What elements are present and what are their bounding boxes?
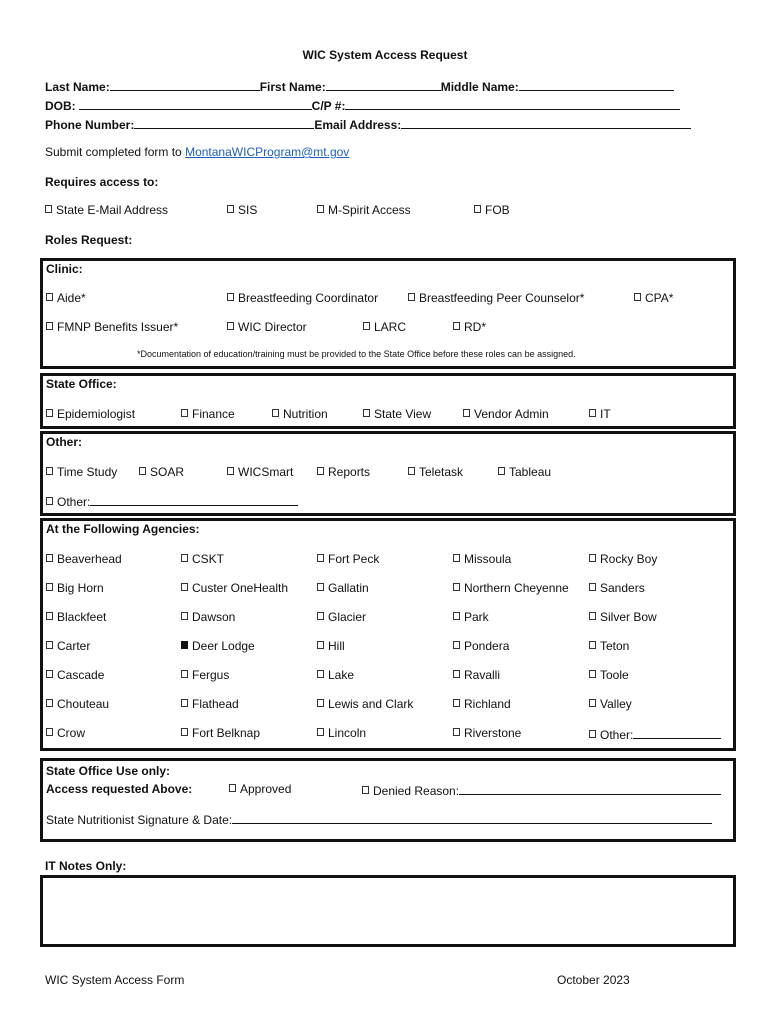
footer-right: October 2023 xyxy=(557,973,630,987)
agency-option-cskt[interactable] xyxy=(181,552,224,566)
other-custom-label: Other: xyxy=(57,495,91,509)
checkbox[interactable] xyxy=(46,497,53,505)
access-option-fob[interactable] xyxy=(474,203,510,217)
agency-option-lewis-and-clark[interactable] xyxy=(317,697,413,711)
checkbox[interactable] xyxy=(272,409,279,417)
submit-instructions xyxy=(45,145,349,159)
clinic-label: WIC Director xyxy=(238,320,307,334)
agency-option-carter[interactable] xyxy=(46,639,90,653)
clinic-option-larc[interactable] xyxy=(363,320,406,334)
other-label: Time Study xyxy=(57,465,118,479)
dob-field[interactable] xyxy=(79,97,312,110)
checkbox[interactable] xyxy=(46,728,53,736)
agency-option-park[interactable] xyxy=(453,610,489,624)
checkbox[interactable] xyxy=(46,322,53,330)
access-label: FOB xyxy=(485,203,510,217)
clinic-option-fmnp-benefits-issuer[interactable] xyxy=(46,320,178,334)
clinic-note: *Documentation of education/training must be provided to the State Office before these roles can be assigned. xyxy=(137,349,576,359)
agency-option-glacier[interactable] xyxy=(317,610,366,624)
it-notes-box[interactable] xyxy=(40,875,736,947)
agency-label: Beaverhead xyxy=(57,552,122,566)
checkbox[interactable] xyxy=(453,641,460,649)
checkbox[interactable] xyxy=(589,409,596,417)
signature-row xyxy=(46,811,712,827)
agency-label: Sanders xyxy=(600,581,645,595)
agency-option-big-horn[interactable] xyxy=(46,581,104,595)
access-option-sis[interactable] xyxy=(227,203,257,217)
state-use-section xyxy=(40,758,736,842)
denied-option[interactable] xyxy=(362,782,721,798)
other-option-tableau[interactable] xyxy=(498,465,551,479)
checkbox[interactable] xyxy=(408,293,415,301)
checkbox[interactable] xyxy=(181,409,188,417)
state-office-label: Vendor Admin xyxy=(474,407,549,421)
other-option-time-study[interactable] xyxy=(46,465,117,479)
checkbox[interactable] xyxy=(181,583,188,591)
clinic-label: CPA* xyxy=(645,291,674,305)
agency-option-missoula[interactable] xyxy=(453,552,511,566)
other-label: Teletask xyxy=(419,465,464,479)
dob-row xyxy=(45,97,680,113)
agency-label: Gallatin xyxy=(328,581,369,595)
checkbox[interactable] xyxy=(317,205,324,213)
state-office-heading: State Office: xyxy=(46,377,117,391)
other-custom-field[interactable] xyxy=(90,493,298,506)
agency-option-pondera[interactable] xyxy=(453,639,509,653)
name-row xyxy=(45,78,674,94)
checkbox[interactable] xyxy=(317,554,324,562)
email-field[interactable] xyxy=(401,116,691,129)
agency-label: CSKT xyxy=(192,552,225,566)
access-option-m-spirit-access[interactable] xyxy=(317,203,411,217)
agency-label: Park xyxy=(464,610,489,624)
checkbox[interactable] xyxy=(45,205,52,213)
agency-option-valley[interactable] xyxy=(589,697,632,711)
agency-option-riverstone[interactable] xyxy=(453,726,521,740)
other-label: WICSmart xyxy=(238,465,294,479)
state-office-option-vendor-admin[interactable] xyxy=(463,407,549,421)
access-label: M-Spirit Access xyxy=(328,203,411,217)
dob-label: DOB: xyxy=(45,99,76,113)
it-notes-heading: IT Notes Only: xyxy=(45,859,127,873)
agency-label: Lincoln xyxy=(328,726,367,740)
checkbox[interactable] xyxy=(46,293,53,301)
agency-label: Riverstone xyxy=(464,726,522,740)
checked-checkbox[interactable] xyxy=(181,641,188,649)
phone-field[interactable] xyxy=(134,116,314,129)
first-name-field[interactable] xyxy=(326,78,441,91)
footer-left: WIC System Access Form xyxy=(45,973,185,987)
agency-label: Ravalli xyxy=(464,668,501,682)
clinic-section xyxy=(40,258,736,369)
checkbox[interactable] xyxy=(46,641,53,649)
agency-option-richland[interactable] xyxy=(453,697,511,711)
submit-text: Submit completed form to xyxy=(45,145,182,159)
checkbox[interactable] xyxy=(46,583,53,591)
checkbox[interactable] xyxy=(453,322,460,330)
checkbox[interactable] xyxy=(408,467,415,475)
agency-label: Dawson xyxy=(192,610,236,624)
agency-label: Lake xyxy=(328,668,355,682)
checkbox[interactable] xyxy=(317,641,324,649)
access-option-state-e-mail-address[interactable] xyxy=(45,203,168,217)
agency-label: Custer OneHealth xyxy=(192,581,289,595)
checkbox[interactable] xyxy=(453,670,460,678)
agency-option-custer-onehealth[interactable] xyxy=(181,581,288,595)
checkbox[interactable] xyxy=(453,699,460,707)
state-office-label: IT xyxy=(600,407,611,421)
agency-label: Missoula xyxy=(464,552,512,566)
access-requested-label: Access requested Above: xyxy=(46,782,193,796)
other-label: Reports xyxy=(328,465,371,479)
checkbox[interactable] xyxy=(227,322,234,330)
agency-option-blackfeet[interactable] xyxy=(46,610,106,624)
checkbox[interactable] xyxy=(453,728,460,736)
state-use-heading: State Office Use only: xyxy=(46,764,171,778)
last-name-label: Last Name: xyxy=(45,80,110,94)
checkbox[interactable] xyxy=(363,322,370,330)
agency-option-dawson[interactable] xyxy=(181,610,235,624)
denied-label: Denied Reason: xyxy=(373,784,460,798)
agencies-section xyxy=(40,518,736,751)
agency-option-gallatin[interactable] xyxy=(317,581,369,595)
state-office-label: Epidemiologist xyxy=(57,407,136,421)
agency-option-fergus[interactable] xyxy=(181,668,229,682)
clinic-option-cpa[interactable] xyxy=(634,291,673,305)
agency-option-silver-bow[interactable] xyxy=(589,610,657,624)
checkbox[interactable] xyxy=(227,293,234,301)
agency-option-fort-peck[interactable] xyxy=(317,552,379,566)
checkbox[interactable] xyxy=(181,554,188,562)
cp-field[interactable] xyxy=(345,97,680,110)
phone-label: Phone Number: xyxy=(45,118,135,132)
state-office-section xyxy=(40,373,736,429)
agency-option-teton[interactable] xyxy=(589,639,629,653)
other-section xyxy=(40,431,736,516)
agency-label: Fergus xyxy=(192,668,230,682)
checkbox[interactable] xyxy=(317,467,324,475)
email-label: Email Address: xyxy=(314,118,402,132)
agency-option-flathead[interactable] xyxy=(181,697,239,711)
agency-label: Rocky Boy xyxy=(600,552,658,566)
agency-label: Toole xyxy=(600,668,629,682)
agency-option-lake[interactable] xyxy=(317,668,354,682)
agency-label: Lewis and Clark xyxy=(328,697,414,711)
agency-option-sanders[interactable] xyxy=(589,581,645,595)
form-title: WIC System Access Request xyxy=(302,48,468,62)
agency-label: Deer Lodge xyxy=(192,639,255,653)
checkbox[interactable] xyxy=(317,699,324,707)
agency-label: Chouteau xyxy=(57,697,110,711)
agency-label: Pondera xyxy=(464,639,510,653)
clinic-label: LARC xyxy=(374,320,407,334)
cp-label: C/P #: xyxy=(311,99,346,113)
checkbox[interactable] xyxy=(227,467,234,475)
agency-label: Northern Cheyenne xyxy=(464,581,569,595)
state-office-label: Nutrition xyxy=(283,407,328,421)
checkbox[interactable] xyxy=(453,583,460,591)
agency-other-field[interactable] xyxy=(633,726,721,739)
denied-reason-field[interactable] xyxy=(459,782,721,795)
agency-label: Fort Peck xyxy=(328,552,380,566)
agency-label: Big Horn xyxy=(57,581,104,595)
checkbox[interactable] xyxy=(46,612,53,620)
last-name-field[interactable] xyxy=(110,78,260,91)
checkbox[interactable] xyxy=(46,670,53,678)
clinic-label: RD* xyxy=(464,320,487,334)
other-option-soar[interactable] xyxy=(139,465,184,479)
agency-option-crow[interactable] xyxy=(46,726,85,740)
state-office-option-epidemiologist[interactable] xyxy=(46,407,135,421)
clinic-label: Aide* xyxy=(57,291,86,305)
checkbox[interactable] xyxy=(46,467,53,475)
clinic-label: Breastfeeding Coordinator xyxy=(238,291,379,305)
checkbox[interactable] xyxy=(139,467,146,475)
roles-heading: Roles Request: xyxy=(45,233,133,247)
signature-field[interactable] xyxy=(232,811,712,824)
checkbox[interactable] xyxy=(317,670,324,678)
checkbox[interactable] xyxy=(589,641,596,649)
clinic-option-rd[interactable] xyxy=(453,320,486,334)
access-heading: Requires access to: xyxy=(45,175,159,189)
clinic-option-breastfeeding-peer-counselor[interactable] xyxy=(408,291,584,305)
checkbox[interactable] xyxy=(589,670,596,678)
signature-label: State Nutritionist Signature & Date: xyxy=(46,813,233,827)
checkbox[interactable] xyxy=(317,728,324,736)
checkbox[interactable] xyxy=(634,293,641,301)
checkbox[interactable] xyxy=(474,205,481,213)
agency-label: Fort Belknap xyxy=(192,726,261,740)
middle-name-field[interactable] xyxy=(519,78,674,91)
clinic-option-wic-director[interactable] xyxy=(227,320,307,334)
checkbox[interactable] xyxy=(589,730,596,738)
agency-label: Flathead xyxy=(192,697,239,711)
clinic-option-aide[interactable] xyxy=(46,291,86,305)
clinic-label: Breastfeeding Peer Counselor* xyxy=(419,291,585,305)
agency-option-lincoln[interactable] xyxy=(317,726,366,740)
agency-option-toole[interactable] xyxy=(589,668,629,682)
state-office-label: State View xyxy=(374,407,432,421)
checkbox[interactable] xyxy=(181,699,188,707)
agency-option-ravalli[interactable] xyxy=(453,668,500,682)
checkbox[interactable] xyxy=(46,699,53,707)
agency-option-northern-cheyenne[interactable] xyxy=(453,581,569,595)
access-label: SIS xyxy=(238,203,258,217)
checkbox[interactable] xyxy=(181,612,188,620)
checkbox[interactable] xyxy=(589,699,596,707)
checkbox[interactable] xyxy=(181,728,188,736)
submit-email-link[interactable]: MontanaWICProgram@mt.gov xyxy=(185,145,350,159)
state-office-option-it[interactable] xyxy=(589,407,611,421)
agency-option-deer-lodge[interactable] xyxy=(181,639,255,653)
checkbox[interactable] xyxy=(317,583,324,591)
other-custom-option[interactable] xyxy=(46,493,298,509)
state-office-label: Finance xyxy=(192,407,235,421)
checkbox[interactable] xyxy=(181,670,188,678)
other-label: SOAR xyxy=(150,465,185,479)
agency-label: Carter xyxy=(57,639,91,653)
first-name-label: First Name: xyxy=(259,80,326,94)
other-option-wicsmart[interactable] xyxy=(227,465,293,479)
agency-label: Other: xyxy=(600,728,634,742)
state-office-option-state-view[interactable] xyxy=(363,407,431,421)
agency-option-rocky-boy[interactable] xyxy=(589,552,657,566)
other-heading: Other: xyxy=(46,435,82,449)
checkbox[interactable] xyxy=(453,554,460,562)
checkbox[interactable] xyxy=(317,612,324,620)
checkbox[interactable] xyxy=(463,409,470,417)
agency-label: Richland xyxy=(464,697,511,711)
agency-option-cascade[interactable] xyxy=(46,668,104,682)
middle-name-label: Middle Name: xyxy=(440,80,519,94)
checkbox[interactable] xyxy=(453,612,460,620)
clinic-label: FMNP Benefits Issuer* xyxy=(57,320,179,334)
agency-label: Hill xyxy=(328,639,345,653)
checkbox[interactable] xyxy=(498,467,505,475)
clinic-heading: Clinic: xyxy=(46,262,83,276)
checkbox[interactable] xyxy=(589,554,596,562)
checkbox[interactable] xyxy=(589,612,596,620)
contact-row xyxy=(45,116,691,132)
checkbox[interactable] xyxy=(227,205,234,213)
checkbox[interactable] xyxy=(46,554,53,562)
other-option-teletask[interactable] xyxy=(408,465,463,479)
checkbox[interactable] xyxy=(46,409,53,417)
agency-label: Silver Bow xyxy=(600,610,657,624)
approved-option[interactable] xyxy=(229,782,291,796)
agency-option-beaverhead[interactable] xyxy=(46,552,122,566)
checkbox[interactable] xyxy=(229,784,236,792)
other-option-reports[interactable] xyxy=(317,465,370,479)
agency-label: Blackfeet xyxy=(57,610,107,624)
agency-option-chouteau[interactable] xyxy=(46,697,109,711)
clinic-option-breastfeeding-coordinator[interactable] xyxy=(227,291,378,305)
checkbox[interactable] xyxy=(363,409,370,417)
approved-label: Approved xyxy=(240,782,292,796)
access-label: State E-Mail Address xyxy=(56,203,169,217)
agencies-heading: At the Following Agencies: xyxy=(46,522,200,536)
checkbox[interactable] xyxy=(589,583,596,591)
agency-label: Teton xyxy=(600,639,630,653)
agency-label: Glacier xyxy=(328,610,367,624)
agency-option-other[interactable] xyxy=(589,726,721,742)
agency-label: Cascade xyxy=(57,668,105,682)
state-office-option-finance[interactable] xyxy=(181,407,235,421)
state-office-option-nutrition[interactable] xyxy=(272,407,328,421)
agency-option-hill[interactable] xyxy=(317,639,345,653)
agency-option-fort-belknap[interactable] xyxy=(181,726,260,740)
agency-label: Valley xyxy=(600,697,632,711)
other-label: Tableau xyxy=(509,465,552,479)
agency-label: Crow xyxy=(57,726,86,740)
checkbox[interactable] xyxy=(362,786,369,794)
